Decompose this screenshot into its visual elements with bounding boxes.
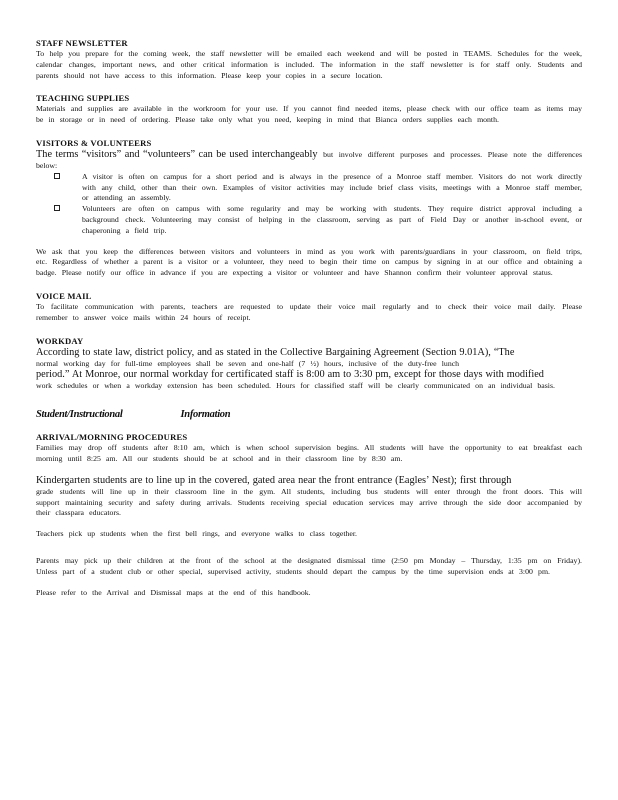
staff-newsletter-body: To help you prepare for the coming week, the staff newsletter will be emailed each weekend and will be posted in TEAMS. Schedules for the week, calendar changes, important news, and other critical information is included. The information in the staff newsletter is for staff only. Students and parents should not have access to this information. Please keep your copies in a secure location. — [36, 49, 582, 80]
kindergarten-lineup-text: Kindergarten students are to line up in the covered, gated area near the front entrance (Eagles’ Nest); first through — [36, 474, 512, 486]
student-information-title — [36, 408, 582, 422]
list-item — [54, 172, 582, 204]
arrival-heading: ARRIVAL/MORNING PROCEDURES — [36, 432, 188, 443]
teaching-supplies-heading: TEACHING SUPPLIES — [36, 93, 130, 104]
teachers-pickup-text: Teachers pick up students when the first bell rings, and everyone walks to class together. — [36, 529, 357, 539]
visitor-definition: A visitor is often on campus for a short period and is always in the presence of a Monroe staff member. Visitors do not work directly with any child, other than their own. Examples of visitor activities may include brief class visits, meetings with a Monroe staff member, or attending an assembly. — [82, 171, 582, 203]
visitors-closing: We ask that you keep the differences between visitors and volunteers in mind as you work with parents/guardians in your classroom, on field trips, etc. Regardless of whether a parent is a visitor or a volunteer, they need to begin their time on campus by signing in at our office and obtaining a badge. Please notify our office in advance if you are expecting a visitor or volunteer and have Shannon confirm their volunteer approval status. — [36, 246, 582, 278]
workday-hours-text: period.” At Monroe, our normal workday for certificated staff is 8:00 am to 3:30 pm, except for those days with modified — [36, 369, 544, 381]
voice-mail-body: To facilitate communication with parents, teachers are requested to update their voice mail regularly and to check their voice mail daily. Please remember to answer voice mails within 24 hours of receipt. — [36, 301, 582, 322]
teaching-supplies-body: Materials and supplies are available in the workroom for your use. If you cannot find needed items, please check with our office team as items may be in storage or in need of ordering. Please take only what you need, keeping in mind that Bianca orders supplies each month. — [36, 104, 582, 125]
list-item — [54, 204, 582, 236]
workday-law-text: According to state law, district policy, and as stated in the Collective Bargaining Agreement (Section 9.01A), “The — [36, 346, 515, 358]
dismissal-body: Parents may pick up their children at the front of the school at the designated dismissal time (2:50 pm Monday – Thursday, 1:35 pm on Friday). Unless part of a student club or other special, supervised activity, students should depart the campus by the time supervision ends at 3:00 pm. — [36, 555, 582, 576]
title-left: Student/Instructional — [36, 409, 123, 421]
title-right: Information — [180, 409, 231, 421]
workday-schedule-text: work schedules or when a workday extension has been scheduled. Hours for classified staff will be clearly communicated on an individual basis. — [36, 381, 555, 391]
voice-mail-heading: VOICE MAIL — [36, 290, 92, 301]
visitors-intro-large: The terms “visitors” and “volunteers” can be used interchangeably — [36, 148, 318, 160]
visitors-heading: VISITORS & VOLUNTEERS — [36, 137, 152, 148]
visitors-bullet-list — [36, 172, 582, 237]
arrival-body: Families may drop off students after 8:10 am, which is when school supervision begins. All students will have the opportunity to eat breakfast each morning until 8:25 am. All our students should be at school and in their classroom line by 8:30 am. — [36, 443, 582, 463]
visitors-intro — [36, 149, 582, 172]
visitors-intro-small: but involve different purposes and processes. Please note the differences below: — [36, 149, 582, 170]
bullet-box-icon — [54, 205, 60, 211]
workday-heading: WORKDAY — [36, 335, 84, 346]
maps-reference: Please refer to the Arrival and Dismissal maps at the end of this handbook. — [36, 587, 311, 597]
grade-lineup-text: grade students will line up in their classroom line in the gym. All students, including bus students will enter through the front doors. This will support maintaining security and safety during arrivals. Students receiving special education services may arrive through the side door accompanied by their classpara educators. — [36, 486, 582, 518]
volunteer-definition: Volunteers are often on campus with some regularity and may be working with students. They require district approval including a background check. Volunteering may consist of helping in the classroom, serving as part of Field Day or another in-school event, or chaperoning a field trip. — [82, 204, 582, 235]
workday-duty-text: normal working day for full-time employees shall be seven and one-half (7 ½) hours, inclusive of the duty-free lunch — [36, 358, 460, 368]
staff-newsletter-heading: STAFF NEWSLETTER — [36, 38, 128, 48]
bullet-box-icon — [54, 173, 60, 179]
